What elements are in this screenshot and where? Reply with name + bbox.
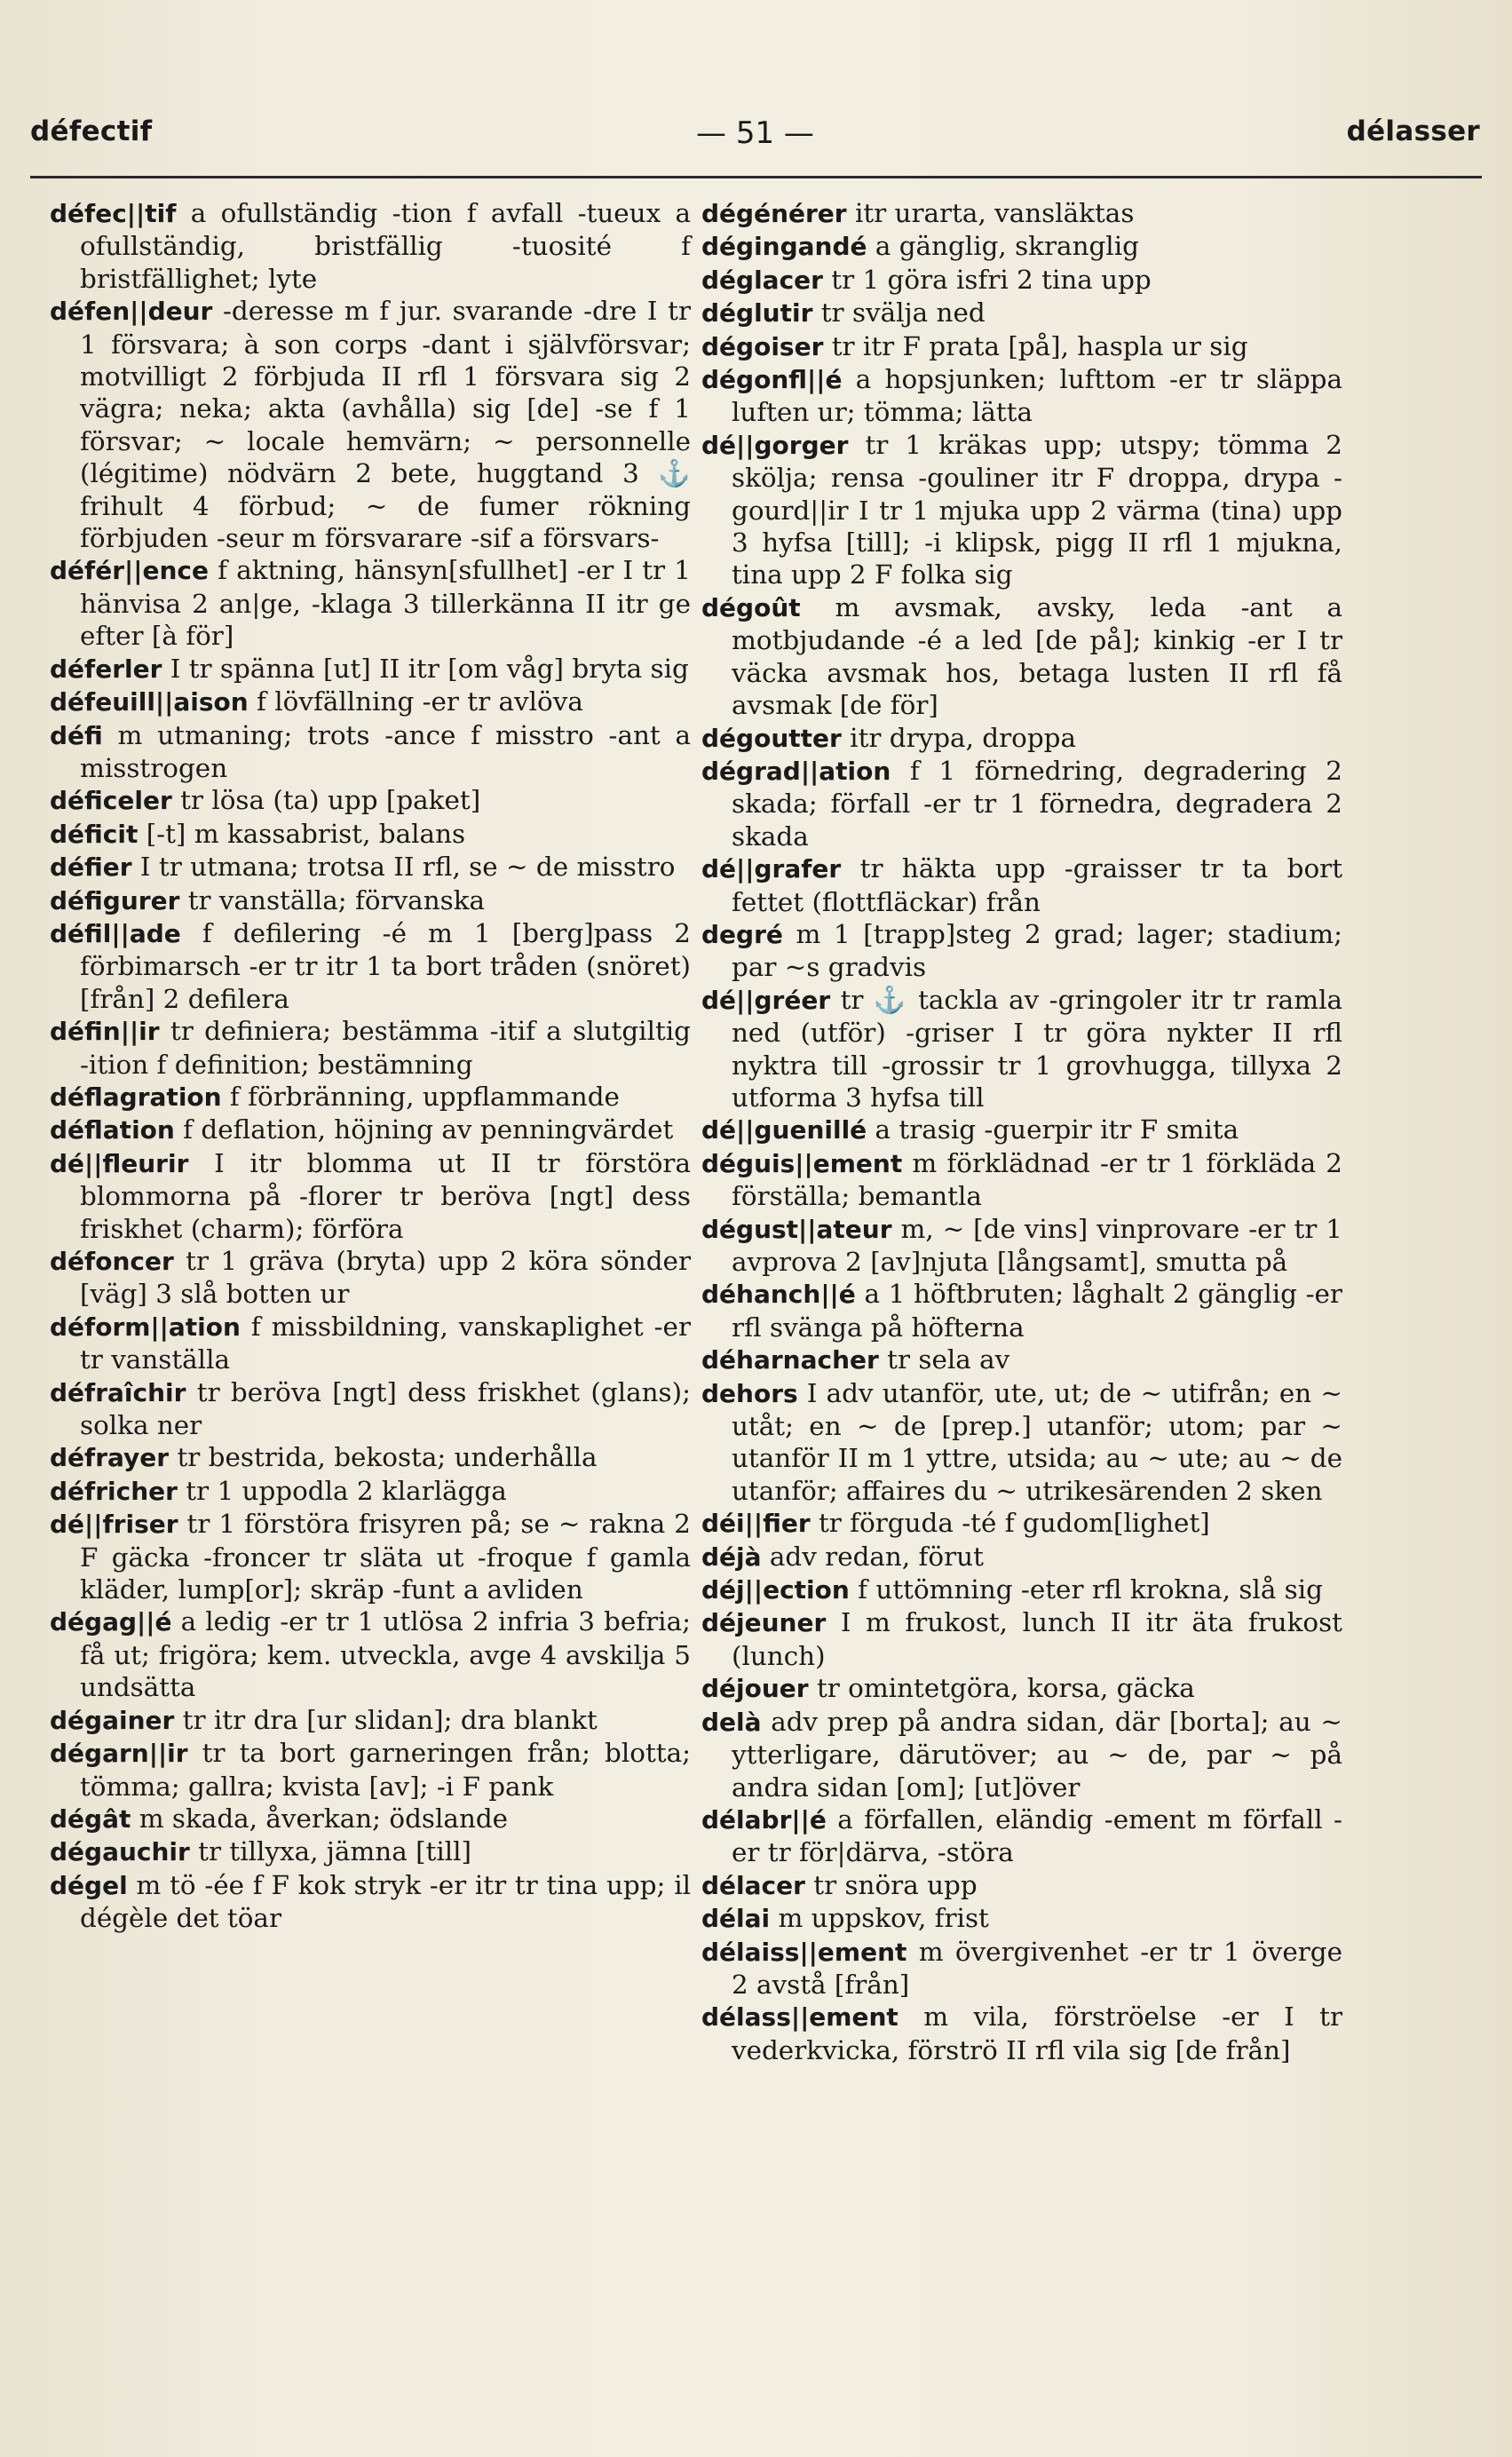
entry-definition: tr definiera; bestämma -itif a slutgiltig -ition f definition; bestämning: [80, 1016, 691, 1080]
entry-headword: dégoutter: [701, 723, 842, 753]
dictionary-entry: [701, 2001, 1342, 2066]
entry-definition: a förfallen, eländig -ement m förfall -er tr för|därva, -störa: [732, 1803, 1342, 1868]
entry-definition: f aktning, hänsyn[sfullhet] -er I tr 1 hänvisa 2 an|ge, -klaga 3 tillerkänna II itr ge efter [à för]: [80, 555, 691, 652]
entry-headword: dégarn||ir: [50, 1739, 188, 1769]
dictionary-entry: [701, 918, 1342, 984]
entry-definition: a ofullständig -tion f avfall -tueux a ofullständig, bristfällig -tuosité f bristfällighet; lyte: [80, 198, 691, 294]
entry-headword: dégénérer: [701, 199, 847, 228]
dictionary-entry: [701, 722, 1342, 755]
entry-definition: f deflation, höjning av penningvärdet: [174, 1114, 674, 1145]
entry-headword: défoncer: [50, 1247, 174, 1276]
entry-definition: m 1 [trapp]steg 2 grad; lager; stadium; par ~s gradvis: [732, 918, 1342, 983]
header-rule: [30, 176, 1482, 178]
entry-headword: déglacer: [701, 265, 823, 295]
entry-headword: déj||ection: [701, 1575, 850, 1605]
entry-definition: tr beröva [ngt] dess friskhet (glans); solka ner: [80, 1376, 691, 1441]
dictionary-entry: [50, 1081, 691, 1114]
entry-definition: tr 1 förstöra frisyren på; se ~ rakna 2 F gäcka -froncer tr släta ut -froque f gamla kläder, lump[or]; skräp -funt a avliden: [80, 1509, 691, 1605]
entry-headword: dégauchir: [50, 1837, 190, 1867]
entry-definition: tr 1 kräkas upp; utspy; tömma 2 skölja; rensa -gouliner itr F droppa, drypa -gourd||ir I tr 1 mjuka upp 2 värma (tina) upp 3 hyfsa [till]; -i klipsk, pigg II rfl 1 mjukna, tina upp 2 F folka sig: [732, 429, 1342, 590]
entry-headword: degré: [701, 919, 783, 949]
entry-headword: delà: [701, 1707, 762, 1737]
entry-definition: tr 1 uppodla 2 klarlägga: [177, 1475, 507, 1506]
dictionary-entry: [701, 197, 1342, 230]
entry-headword: déflagration: [50, 1082, 222, 1112]
entry-headword: défil||ade: [50, 918, 181, 948]
dictionary-entry: [701, 755, 1342, 852]
dictionary-entry: [701, 1343, 1342, 1376]
entry-headword: défi: [50, 720, 103, 750]
page-header: [30, 115, 1480, 169]
dictionary-entry: [50, 1376, 691, 1442]
entry-headword: délai: [701, 1904, 771, 1934]
dictionary-entry: [701, 1147, 1342, 1213]
entry-headword: dégel: [50, 1870, 128, 1900]
entry-definition: f defilering -é m 1 [berg]pass 2 förbimarsch -er tr itr 1 ta bort tråden (snöret) [från] 2 defilera: [80, 917, 691, 1014]
entry-headword: défraîchir: [50, 1377, 186, 1407]
entry-definition: tr häkta upp -graisser tr ta bort fettet (flottfläckar) från: [732, 853, 1342, 917]
right-column: [701, 197, 1342, 2066]
dictionary-entry: [50, 1441, 691, 1474]
entry-headword: délass||ement: [701, 2002, 898, 2033]
dictionary-entry: [50, 851, 691, 884]
entry-definition: tr 1 göra isfri 2 tina upp: [822, 264, 1152, 295]
dictionary-entry: [701, 1936, 1342, 2001]
dictionary-entry: [50, 1015, 691, 1081]
entry-headword: déhanch||é: [701, 1280, 856, 1310]
entry-definition: f lövfällning -er tr avlöva: [248, 686, 583, 717]
entry-headword: dé||friser: [50, 1510, 178, 1540]
dictionary-entry: [50, 1869, 691, 1935]
entry-definition: I m frukost, lunch II itr äta frukost (lunch): [732, 1607, 1342, 1671]
entry-columns: [30, 197, 1482, 2421]
entry-headword: dégoiser: [701, 331, 824, 361]
dictionary-entry: [701, 363, 1342, 429]
entry-headword: déharnacher: [701, 1345, 879, 1375]
entry-definition: I tr spänna [ut] II itr [om våg] bryta sig: [162, 653, 689, 684]
entry-headword: déferler: [50, 654, 162, 684]
entry-definition: tr snöra upp: [804, 1869, 978, 1900]
entry-headword: déjà: [701, 1542, 762, 1572]
entry-headword: défin||ir: [50, 1017, 160, 1047]
entry-headword: délacer: [701, 1870, 805, 1900]
entry-definition: adv redan, förut: [761, 1541, 984, 1572]
left-column: [50, 197, 691, 1935]
entry-definition: a hopsjunken; lufttom -er tr släppa luften ur; tömma; lätta: [732, 364, 1342, 428]
dictionary-entry: [701, 984, 1342, 1114]
entry-headword: dégust||ateur: [701, 1214, 892, 1244]
dictionary-entry: [701, 264, 1342, 297]
dictionary-entry: [701, 1803, 1342, 1869]
entry-headword: défier: [50, 852, 132, 883]
entry-definition: f förbränning, uppflammande: [221, 1081, 620, 1112]
dictionary-entry: [701, 1869, 1342, 1902]
entry-definition: a trasig -guerpir itr F smita: [867, 1114, 1239, 1145]
entry-definition: itr urarta, vansläktas: [846, 198, 1135, 228]
entry-headword: dé||gorger: [701, 430, 849, 460]
dictionary-entry: [50, 653, 691, 686]
dictionary-entry: [50, 295, 691, 554]
entry-headword: délaiss||ement: [701, 1937, 907, 1967]
entry-definition: tr lösa (ta) upp [paket]: [171, 785, 481, 816]
entry-headword: dehors: [701, 1378, 798, 1408]
entry-headword: défricher: [50, 1476, 178, 1506]
dictionary-entry: [50, 1311, 691, 1376]
entry-definition: m tö -ée f F kok stryk -er itr tr tina upp; il dégèle det töar: [80, 1869, 691, 1934]
dictionary-entry: [701, 1573, 1342, 1606]
entry-headword: dégât: [50, 1803, 131, 1834]
entry-headword: déglutir: [701, 298, 813, 329]
entry-headword: défeuill||aison: [50, 687, 249, 717]
entry-definition: I itr blomma ut II tr förstöra blommorna på -florer tr beröva [ngt] dess friskhet (charm); förföra: [80, 1147, 691, 1244]
entry-definition: m vila, förströelse -er I tr vederkvicka, förströ II rfl vila sig [de från]: [732, 2001, 1342, 2065]
entry-definition: -deresse m f jur. svarande -dre I tr 1 försvara; à son corps -dant i självförsvar; motvilligt 2 förbjuda II rfl 1 försvara sig 2 vägra; neka; akta (avhålla) sig [de] -se f 1 försvar; ~ locale hemvärn; ~ personnelle (légitime) nödvärn 2 bete, huggtand 3 ⚓ frihult 4 förbud; ~ de fumer rökning förbjuden -seur m försvarare -sif a försvars-: [80, 296, 691, 554]
entry-definition: itr drypa, droppa: [841, 722, 1076, 753]
dictionary-entry: [701, 429, 1342, 591]
dictionary-entry: [701, 1114, 1342, 1146]
entry-headword: défrayer: [50, 1443, 170, 1473]
entry-headword: dégoût: [701, 592, 801, 622]
right-guide-word: délasser: [1346, 115, 1480, 147]
dictionary-entry: [50, 784, 691, 817]
left-guide-word: défectif: [30, 115, 153, 147]
entry-definition: tr vanställa; förvanska: [179, 884, 486, 915]
entry-headword: délabr||é: [701, 1804, 827, 1835]
entry-definition: m, ~ [de vins] vinprovare -er tr 1 avprova 2 [av]njuta [långsamt], smutta på: [732, 1213, 1342, 1277]
entry-definition: I adv utanför, ute, ut; de ~ utifrån; en ~ utåt; en ~ de [prep.] utanför; utom; par ~ utanför II m 1 yttre, utsida; au ~ ute; au ~ de utanför; affaires du ~ utrikesärenden 2 sken: [732, 1377, 1342, 1506]
entry-headword: défér||ence: [50, 556, 209, 586]
entry-headword: déform||ation: [50, 1312, 241, 1342]
entry-headword: dé||guenillé: [701, 1115, 867, 1145]
entry-definition: tr tillyxa, jämna [till]: [189, 1836, 472, 1867]
page-number: — 51 —: [696, 115, 814, 151]
entry-definition: m skada, åverkan; ödslande: [131, 1803, 509, 1834]
dictionary-entry: [50, 1508, 691, 1605]
dictionary-entry: [701, 1706, 1342, 1803]
entry-definition: tr itr dra [ur slidan]; dra blankt: [174, 1704, 598, 1735]
dictionary-entry: [701, 1377, 1342, 1508]
dictionary-entry: [50, 1605, 691, 1703]
entry-definition: m avsmak, avsky, leda -ant a motbjudande -é a led [de på]; kinkig -er I tr väcka avsmak hos, betaga lusten II rfl få avsmak [de för]: [732, 591, 1342, 721]
entry-definition: tr bestrida, bekosta; underhålla: [169, 1442, 598, 1473]
entry-definition: tr svälja ned: [812, 297, 986, 329]
entry-definition: f uttömning -eter rfl krokna, slå sig: [849, 1574, 1323, 1605]
entry-headword: déficeler: [50, 786, 172, 816]
entry-definition: tr förguda -té f gudom[lighet]: [810, 1508, 1210, 1539]
entry-headword: dégingandé: [701, 232, 867, 262]
dictionary-entry: [701, 1606, 1342, 1672]
dictionary-entry: [701, 230, 1342, 263]
entry-headword: dégainer: [50, 1705, 175, 1735]
entry-headword: dé||grafer: [701, 854, 842, 884]
entry-headword: dégrad||ation: [701, 756, 891, 786]
entry-definition: tr 1 gräva (bryta) upp 2 köra sönder [väg] 3 slå botten ur: [80, 1246, 691, 1310]
dictionary-entry: [701, 1902, 1342, 1935]
dictionary-entry: [50, 197, 691, 295]
dictionary-entry: [701, 852, 1342, 918]
dictionary-entry: [701, 1672, 1342, 1705]
entry-headword: défec||tif: [50, 199, 177, 228]
entry-headword: déi||fier: [701, 1509, 811, 1539]
dictionary-entry: [50, 1803, 691, 1835]
entry-headword: dégonfl||é: [701, 365, 843, 395]
dictionary-entry: [50, 1147, 691, 1245]
entry-definition: adv prep på andra sidan, där [borta]; au ~ ytterligare, därutöver; au ~ de, par ~ på andra sidan [om]; [ut]över: [732, 1706, 1342, 1803]
entry-definition: tr omintetgöra, korsa, gäcka: [808, 1673, 1195, 1704]
entry-definition: m uppskov, frist: [770, 1903, 989, 1934]
dictionary-entry: [701, 1278, 1342, 1343]
dictionary-entry: [50, 1114, 691, 1146]
entry-headword: dé||gréer: [701, 985, 831, 1015]
entry-definition: m utmaning; trots -ance f misstro -ant a misstrogen: [80, 719, 691, 783]
entry-definition: m övergivenhet -er tr 1 överge 2 avstå [från]: [732, 1936, 1342, 2000]
dictionary-entry: [701, 1541, 1342, 1573]
entry-definition: tr ⚓ tackla av -gringoler itr tr ramla ned (utför) -griser I tr göra nykter II rfl nyktra till -grossir tr 1 grovhugga, tillyxa 2 utforma 3 hyfsa till: [732, 984, 1342, 1113]
entry-headword: défigurer: [50, 885, 180, 915]
dictionary-entry: [701, 1213, 1342, 1279]
dictionary-entry: [50, 1704, 691, 1737]
entry-definition: tr ta bort garneringen från; blotta; tömma; gallra; kvista [av]; -i F pank: [80, 1738, 691, 1802]
entry-definition: [-t] m kassabrist, balans: [138, 818, 466, 849]
entry-definition: m förklädnad -er tr 1 förkläda 2 förställa; bemantla: [732, 1147, 1342, 1212]
dictionary-entry: [50, 917, 691, 1015]
entry-definition: a ledig -er tr 1 utlösa 2 infria 3 befria; få ut; frigöra; kem. utveckla, avge 4 avskilja 5 undsätta: [80, 1606, 691, 1703]
entry-definition: I tr utmana; trotsa II rfl, se ~ de misstro: [131, 852, 676, 883]
entry-definition: tr itr F prata [på], haspla ur sig: [823, 330, 1248, 361]
dictionary-entry: [50, 719, 691, 785]
entry-headword: déjeuner: [701, 1608, 827, 1638]
dictionary-entry: [50, 554, 691, 652]
dictionary-entry: [50, 1737, 691, 1803]
entry-headword: déflation: [50, 1115, 175, 1145]
entry-headword: dégag||é: [50, 1607, 172, 1637]
dictionary-entry: [701, 330, 1342, 363]
dictionary-entry: [701, 591, 1342, 722]
entry-headword: dé||fleurir: [50, 1148, 189, 1178]
dictionary-entry: [701, 1507, 1342, 1540]
dictionary-entry: [50, 818, 691, 851]
entry-headword: déjouer: [701, 1674, 809, 1704]
dictionary-entry: [50, 686, 691, 718]
dictionary-entry: [701, 297, 1342, 329]
entry-headword: défen||deur: [50, 297, 213, 327]
entry-definition: f missbildning, vanskaplighet -er tr vanställa: [80, 1311, 691, 1375]
entry-definition: a 1 höftbruten; låghalt 2 gänglig -er rfl svänga på höfterna: [732, 1279, 1342, 1343]
entry-definition: tr sela av: [878, 1344, 1010, 1375]
entry-headword: déficit: [50, 819, 139, 849]
dictionary-entry: [50, 1835, 691, 1868]
dictionary-entry: [50, 1475, 691, 1508]
entry-definition: f 1 förnedring, degradering 2 skada; förfall -er tr 1 förnedra, degradera 2 skada: [732, 755, 1342, 852]
dictionary-entry: [50, 884, 691, 917]
entry-definition: a gänglig, skranglig: [867, 231, 1139, 262]
entry-headword: déguis||ement: [701, 1148, 903, 1178]
dictionary-entry: [50, 1245, 691, 1311]
